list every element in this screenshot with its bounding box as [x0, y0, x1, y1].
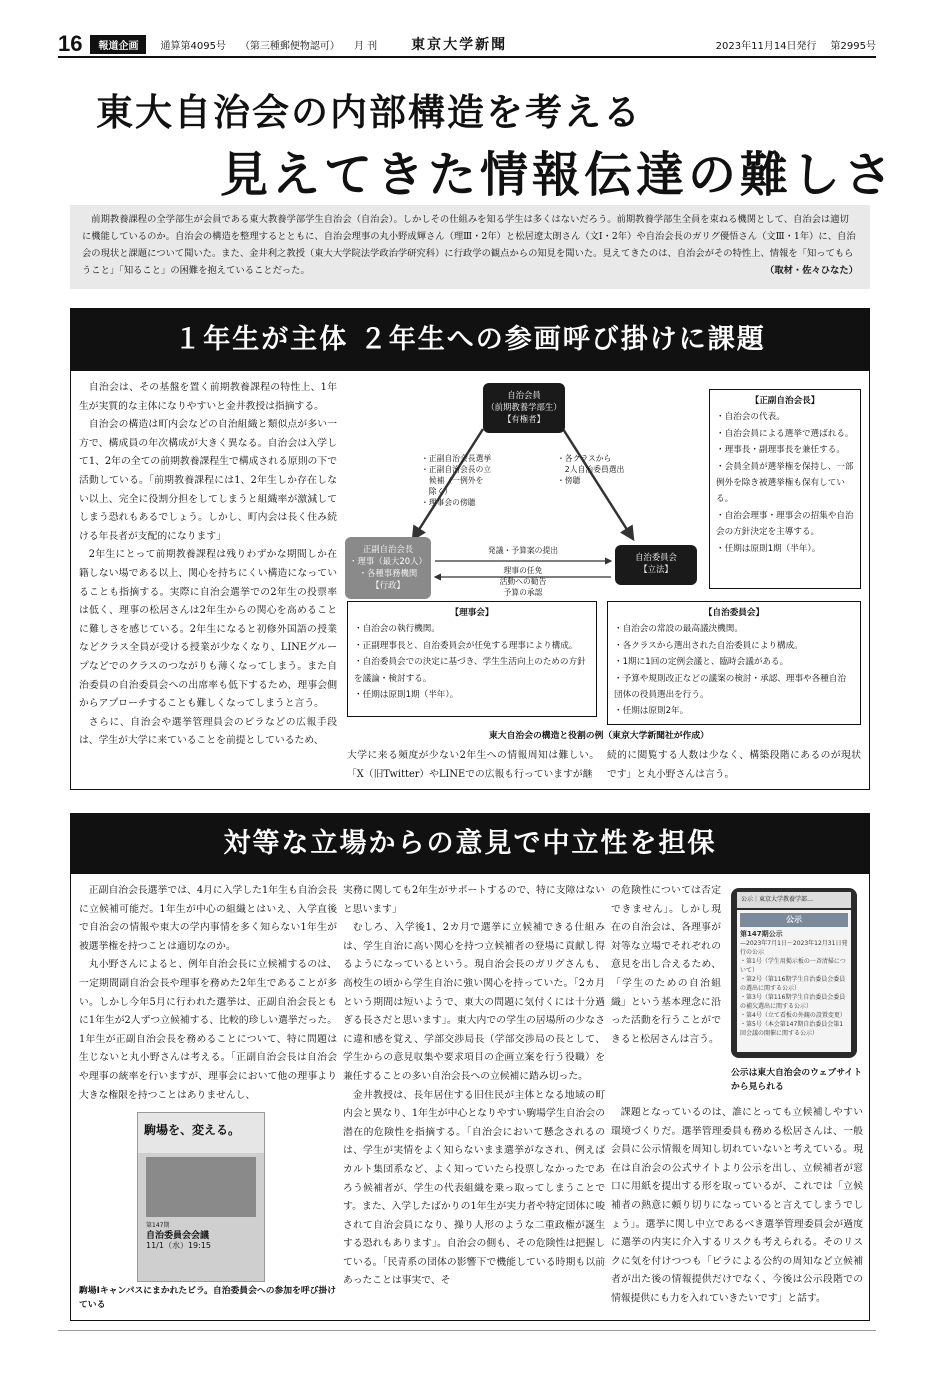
box-committee [607, 601, 861, 725]
node-line: 【行政】 [371, 580, 405, 590]
structure-diagram [343, 379, 703, 599]
box-item: ・自治会の常設の最高議決機関。 [614, 624, 743, 635]
node-line: 自治会員 [507, 390, 541, 400]
section-2-column-1 [79, 882, 337, 1106]
paragraph: 丸小野さんによると、例年自治会長に立候補するのは、一定期間副自治会長や理事を務めた2年生であることが多い。しかし今年5月に行われた選挙は、正副自治会長ともに1年生が2人ずつ立候補する、比較的珍しい選挙だった。1年生が正副自治会長を務めることについて、特に問題は生じないと丸小野さんは考える。「正副自治会長は自治会や理事の統率を行いますが、理事会において他の理事より大きな権限を持つことはありませんし、 [79, 959, 337, 1101]
paragraph: 正副自治会長選挙では、4月に入学した1年生も自治会長に立候補可能だ。1年生が中心の組織とはいえ、入学直後で自治会の情報や東大の学内事情を多く知らない1年生が被選挙権を持つことは適切なのか。 [79, 885, 337, 952]
site-line: ・第1号（学生用掲示板の一斉清掃について） [740, 958, 846, 974]
site-heading: 公示 [740, 913, 848, 927]
label-line: ・正副自治会長の立 [421, 465, 492, 474]
section-1-column-1 [79, 379, 337, 787]
box-item: ・予算や規則改正などの議案の検討・承認、理事や各種自治団体の役員選出を行う。 [614, 673, 847, 701]
box-title: 【正副自治会長】 [750, 396, 820, 406]
label-line: ・傍聴 [557, 476, 581, 485]
paragraph: 課題となっているのは、誰にとっても立候補しやすい環境づくりだ。選挙管理委員も務める松居さんは、一般会員に公示情報を周知し切れていないと考えている。現在は自治会の公式サイトより公示を出し、立候補者が窓口に用紙を提出する形を取っているが、これでは「立候補者の熱意に頼り切りになっていると言えてしまうでしょう」。選挙に関し中立であるべき選挙管理委員会が過度に選挙の内実に介入するリスクも考えられる。そのリスクに気を付けつつも「ビラによる公約の周知など立候補者が出た後の情報提供だけでなく、今後は公示段階での情報提供にも力を入れていきたいです」と話す。 [611, 1107, 863, 1304]
diagram-label-right [557, 453, 624, 486]
website-screenshot [731, 888, 857, 1058]
diagram-caption: 東大自治会の構造と役割の例（東京大学新聞社が作成） [489, 731, 709, 741]
node-line: 【有権者】 [503, 414, 545, 424]
box-item: ・各クラスから選出された自治委員により構成。 [614, 640, 803, 651]
label-line: ・各クラスから [557, 454, 612, 463]
section-1-banner: １年生が主体 ２年生への参画呼び掛けに課題 [71, 309, 869, 371]
issue-number: 通算第4095号 [160, 40, 226, 52]
node-line: ・各種事務機関 [358, 568, 418, 578]
postal-permit: （第三種郵便物認可） [239, 40, 340, 52]
flyer-details [146, 1221, 211, 1251]
node-line: ・理事（最大20人） [349, 556, 427, 566]
box-board [347, 601, 597, 717]
section-1-column-2 [347, 747, 599, 787]
site-line: ・第2号（第116期学生自治委員会委員の選出に関する公示） [740, 976, 846, 992]
box-item: ・自治会の代表。 [716, 412, 785, 423]
box-item: ・理事長・副理事長を兼任する。 [716, 445, 845, 456]
node-line: 【立法】 [639, 564, 673, 574]
box-item: ・任期は原則2年。 [614, 706, 689, 717]
diagram-node-legislature [615, 545, 697, 585]
paragraph: の危険性については否定できません」。しかし現在の自治会は、各理事が対等な立場でそれぞれの意見を出し合えるため、「学生のための自治組織」という基本理念に沿った活動を行うことができると松居さんは言う。 [611, 885, 721, 1045]
node-line: 自治委員会 [635, 552, 677, 562]
paragraph: さらに、自治会や選挙管理員会のビラなどの広報手段は、学生が大学に来ていることを前提としているため、 [79, 716, 337, 747]
diagram-node-executive [345, 537, 431, 599]
paragraph: 自治会の構造は町内会などの自治組織と類似点が多い一方で、構成員の年次構成が大きく異なる。自治会は入学して1、2年の全ての前期教養課程生で構成される原則の下で活動している。「前期教養課程には1、2年生しか存在しない以上、完全に役割分担をしてしまうと組織率が激減してしまう恐れもあるでしょう。しかし、町内会は長く住み続ける年長者が支配的になります」 [79, 419, 337, 542]
flyer-line: 第147期 [146, 1222, 170, 1229]
paragraph: 金井教授は、長年居住する旧住民が主体となる地域の町内会と異なり、1年生が中心となりやすい駒場学生自治会の潜在的危険性を指摘する。「自治会において懸念されるのは、学生が実情をよく知らないまま選挙がなされ、例えばカルト集団系など、よく知っていたら投票しなかったであろう候補者が、学生の代表組織を乗っ取ってしまうことです。また、入学したばかりの1年生が実力者や特定団体に唆されて自治会員になり、操り人形のような二重政権が誕生する恐れもあります」。自治会の側も、その危険性は把握している。「民青系の団体の影響下で機能している時期も以前あったことは事実で、そ [343, 1089, 605, 1287]
website-caption: 公示は東大自治会のウェブサイトから見られる [731, 1068, 862, 1092]
section-2-column-2 [343, 882, 605, 1312]
browser-address-bar: 公示｜東京大学教養学部… [737, 892, 851, 908]
section-2-banner: 対等な立場からの意見で中立性を担保 [71, 814, 869, 874]
diagram-node-members [483, 383, 565, 433]
box-title: 【理事会】 [450, 608, 494, 618]
rubric-label: 報道企画 [90, 35, 146, 54]
paragraph: 大学に来る頻度が少ない2年生への情報周知は難しい。「X（旧Twitter）やLINEでの広報も行っていますが継 [347, 750, 599, 780]
box-item: ・自治会理事・理事会の招集や自治会の方針決定を主導する。 [716, 510, 854, 538]
box-item: ・自治会の執行機関。 [354, 624, 440, 635]
section-1-column-3 [607, 747, 861, 787]
label-line: 活動への勧告 [499, 577, 547, 586]
node-line: 正副自治会長 [362, 544, 414, 554]
label-line: 理事の任免 [503, 566, 543, 575]
flyer-headline: 駒場を、変える。 [138, 1113, 264, 1153]
publish-date: 2023年11月14日発行 [715, 40, 817, 52]
monthly-label: 月 刊 [353, 40, 378, 52]
label-line: 除く） [421, 487, 453, 496]
section-2-column-3-narrow [611, 882, 721, 1134]
website-content [737, 910, 851, 1052]
box-item: ・正副理事長と、自治委員会が任免する理事により構成。 [354, 640, 578, 651]
masthead [58, 32, 876, 58]
site-line: ・第3号（第116期学生自治委員会委員の補欠選出に関する公示） [740, 994, 846, 1010]
box-item: ・1期に1回の定例会議と、臨時会議がある。 [614, 657, 789, 668]
label-line: ・理事会の傍聴 [421, 498, 476, 507]
section-2 [70, 813, 870, 1321]
box-title: 【自治委員会】 [703, 608, 765, 618]
paragraph: 自治会は、その基盤を置く前期教養課程の特性上、1年生が実質的な主体になりやすいと金井教授は指摘する。 [79, 382, 337, 412]
label-line: 候補（一例外を [421, 476, 484, 485]
site-line: 第147期公示 [740, 930, 783, 938]
edition-number: 第2995号 [830, 40, 876, 52]
section-1 [70, 308, 870, 790]
label-line: 2人自治委員選出 [557, 465, 625, 474]
lead-paragraph [70, 205, 870, 289]
label-line: 予算の承認 [503, 588, 543, 597]
node-line: （前期教養学部生） [486, 402, 562, 412]
paragraph: 続的に閲覧する人数は少なく、構築段階にあるのが現状です」と丸小野さんは言う。 [607, 750, 861, 780]
box-item: ・任期は原則1期（半年）。 [716, 543, 821, 554]
box-item: ・会員全員が選挙権を保持し、一部例外を除き被選挙権も保有している。 [716, 461, 854, 505]
section-2-column-3 [611, 1104, 863, 1312]
diagram-label-oversight [483, 565, 563, 598]
lead-text: 前期教養課程の全学部生が会員である東大教養学部学生自治会（自治会）。しかしその仕組みを知る学生は多くはないだろう。前期教養学部生全員を束ねる機関として、自治会は適切に機能しているのか。自治会の構造を整理するとともに、自治会理事の丸小野成輝さん（理Ⅲ・2年）と松居遼太朗さん（文Ⅰ・2年）や自治会長のガリグ優悟さん（文Ⅲ・1年）に、自治会の現状と課題について聞いた。また、金井利之教授（東大大学院法学政治学研究科）に行政学の観点からの知見を聞いた。見えてきたのは、自治会がその特性上、情報を「知ってもらうこと」「知ること」の困難を抱えていることだった。 [82, 214, 856, 276]
paragraph: むしろ、入学後1、2カ月で選挙に立候補できる仕組みは、学生自治に高い関心を持つ立候補者の登場に貢献し得るようになっているという。現自治会長のガリグさんも、高校生の頃から学生自治に強い関心を持っていた。「2カ月という期間は短いようで、東大の問題に気付くには十分過ぎる長さだと思います」。東大内での学生の居場所の少なさに違和感を覚え、学部交渉局長（学部交渉局の長として、学生からの意見収集や要求項目の企画立案を行う役職）を兼任することの多い自治会長への立候補に踏み切った。 [343, 922, 605, 1082]
diagram-label-left [421, 453, 491, 508]
box-president [709, 389, 861, 589]
flyer-image [146, 1157, 256, 1217]
headline-kicker: 東大自治会の内部構造を考える [96, 91, 642, 134]
lead-credit: （取材・佐々ひなた） [765, 265, 858, 276]
box-item: ・任期は原則1期（半年）。 [354, 690, 459, 701]
label-line: ・正副自治会長選挙 [421, 454, 492, 463]
diagram-label-proposal: 発議・予算案の提出 [487, 546, 559, 555]
box-item: ・自治会員による選挙で選ばれる。 [716, 428, 854, 439]
flyer-caption: 駒場Ⅰキャンパスにまかれたビラ。自治委員会への参加を呼び掛けている [79, 1286, 337, 1310]
paragraph: 実務に関しても2年生がサポートするので、特に支障はないと思います」 [343, 885, 605, 915]
paper-title: 東京大学新聞 [411, 37, 508, 53]
flyer-photo [137, 1112, 265, 1282]
paragraph: 2年生にとって前期教養課程は残りわずかな期間しか在籍しない場である以上、関心を持ちにくい構造になっていることも指摘する。実際に自治会選挙での2年生の投票率は低く、理事の松居さんは2年生からの関心を高めることに難しさを感じている。2年生になると初修外国語の授業などクラス全員が受ける授業が少なくなり、LINEグループなどでのクラスのつながりも薄くなってしまう。また自治委員の自治委員会への出席率も低下するため、理事会側からアプローチすることも難しくなってしまうと言う。 [79, 549, 337, 710]
flyer-line: 11/1（水）19:15 [146, 1241, 212, 1250]
site-line: ・第4号（立て看板の外観の設置変更） [740, 1012, 846, 1019]
site-line: —2023年7月1日～2023年12月31日発行の公示 [740, 940, 848, 956]
site-line: ・第5号（本会第147期自治委員会第1回会議の開催に関する公示） [740, 1021, 844, 1037]
bottom-rule [58, 1330, 876, 1331]
page-number: 16 [58, 31, 83, 56]
flyer-line: 自治委員会会議 [146, 1231, 210, 1241]
headline-main: 見えてきた情報伝達の難しさ [220, 147, 897, 203]
box-item: ・自治委員会での決定に基づき、学生生活向上のための方針を議論・検討する。 [354, 657, 586, 684]
